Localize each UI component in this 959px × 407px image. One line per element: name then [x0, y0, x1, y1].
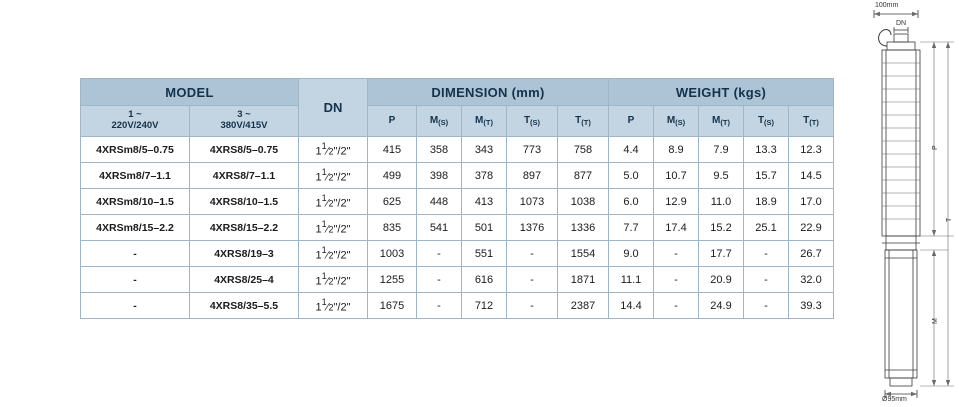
header-model-1phase-line2: 220V/240V — [111, 120, 159, 131]
cell-weight-p: 14.4 — [609, 293, 654, 319]
cell-model-1phase: - — [81, 241, 190, 267]
cell-dim-ts: - — [507, 267, 558, 293]
cell-dim-ms: 541 — [417, 215, 462, 241]
cell-weight-ts: 13.3 — [744, 137, 789, 163]
cell-weight-mt: 11.0 — [699, 189, 744, 215]
cell-dim-ms: 398 — [417, 163, 462, 189]
drawing-label-p: P — [932, 145, 939, 150]
cell-weight-ms: 17.4 — [654, 215, 699, 241]
cell-weight-tt: 14.5 — [789, 163, 834, 189]
table-header-row-top — [81, 79, 834, 106]
cell-dn: $1^1⁄2"/2$" — [299, 293, 368, 319]
header-model-3phase — [190, 106, 299, 137]
cell-dim-p: 499 — [368, 163, 417, 189]
cell-weight-tt: 39.3 — [789, 293, 834, 319]
table-row — [81, 163, 834, 189]
header-model-3phase-line2: 380V/415V — [220, 120, 268, 131]
cell-weight-mt: 17.7 — [699, 241, 744, 267]
cell-dim-ts: 897 — [507, 163, 558, 189]
cell-dim-tt: 758 — [558, 137, 609, 163]
header-dim-tt: $T_{(T)}$ — [558, 106, 609, 137]
table-header-row-sub — [81, 106, 834, 137]
table-row — [81, 241, 834, 267]
cell-weight-mt: 20.9 — [699, 267, 744, 293]
cell-dim-tt: 877 — [558, 163, 609, 189]
cell-dn: $1^1⁄2"/2$" — [299, 215, 368, 241]
cell-weight-ms: - — [654, 267, 699, 293]
cell-weight-ms: 8.9 — [654, 137, 699, 163]
drawing-label-top-width: 100mm — [875, 2, 899, 9]
cell-dim-tt: 2387 — [558, 293, 609, 319]
cell-weight-tt: 12.3 — [789, 137, 834, 163]
cell-weight-mt: 7.9 — [699, 137, 744, 163]
cell-dim-tt: 1038 — [558, 189, 609, 215]
table-body — [81, 137, 834, 319]
cell-dim-p: 415 — [368, 137, 417, 163]
cell-weight-mt: 9.5 — [699, 163, 744, 189]
cell-model-1phase: 4XRSm8/10–1.5 — [81, 189, 190, 215]
cell-dim-p: 1675 — [368, 293, 417, 319]
header-dim-mt: $M_{(T)}$ — [462, 106, 507, 137]
cell-model-3phase: 4XRS8/35–5.5 — [190, 293, 299, 319]
drawing-label-bottom-diameter: Ø95mm — [882, 396, 907, 403]
pump-technical-drawing — [860, 0, 959, 407]
cell-dim-tt: 1554 — [558, 241, 609, 267]
cell-weight-tt: 22.9 — [789, 215, 834, 241]
cell-dim-ms: - — [417, 241, 462, 267]
header-weight-p: P — [609, 106, 654, 137]
cell-dim-mt: 343 — [462, 137, 507, 163]
header-dim-ts: $T_{(S)}$ — [507, 106, 558, 137]
cell-dim-ts: 1376 — [507, 215, 558, 241]
specification-table-container — [80, 78, 834, 319]
cell-weight-ms: - — [654, 293, 699, 319]
cell-weight-tt: 32.0 — [789, 267, 834, 293]
cell-weight-ts: 15.7 — [744, 163, 789, 189]
cell-dim-mt: 378 — [462, 163, 507, 189]
cell-dim-p: 1003 — [368, 241, 417, 267]
cell-dim-p: 625 — [368, 189, 417, 215]
cell-weight-ts: - — [744, 267, 789, 293]
cell-dim-ts: - — [507, 293, 558, 319]
header-weight-ms: $M_{(S)}$ — [654, 106, 699, 137]
cell-dim-ms: - — [417, 267, 462, 293]
cell-weight-ts: - — [744, 293, 789, 319]
drawing-label-m: M — [932, 318, 939, 324]
table-row — [81, 137, 834, 163]
header-model: MODEL — [81, 79, 299, 106]
header-model-1phase — [81, 106, 190, 137]
cell-weight-p: 5.0 — [609, 163, 654, 189]
header-dim-ms: $M_{(S)}$ — [417, 106, 462, 137]
cell-dn: $1^1⁄2"/2$" — [299, 189, 368, 215]
cell-dim-ts: 773 — [507, 137, 558, 163]
cell-dn: $1^1⁄2"/2$" — [299, 163, 368, 189]
cell-weight-mt: 24.9 — [699, 293, 744, 319]
header-weight-tt: $T_{(T)}$ — [789, 106, 834, 137]
cell-dn: $1^1⁄2"/2$" — [299, 241, 368, 267]
cell-model-3phase: 4XRS8/5–0.75 — [190, 137, 299, 163]
cell-dim-mt: 616 — [462, 267, 507, 293]
cell-weight-p: 4.4 — [609, 137, 654, 163]
header-dimension: DIMENSION (mm) — [368, 79, 609, 106]
table-row — [81, 215, 834, 241]
cell-weight-p: 7.7 — [609, 215, 654, 241]
header-model-3phase-line1: 3 ~ — [237, 109, 251, 121]
table-row — [81, 293, 834, 319]
cell-weight-ms: 10.7 — [654, 163, 699, 189]
cell-weight-ms: 12.9 — [654, 189, 699, 215]
cell-dim-p: 835 — [368, 215, 417, 241]
cell-dim-ts: - — [507, 241, 558, 267]
cell-model-3phase: 4XRS8/19–3 — [190, 241, 299, 267]
cell-model-3phase: 4XRS8/25–4 — [190, 267, 299, 293]
cell-weight-ts: 25.1 — [744, 215, 789, 241]
header-dim-p: P — [368, 106, 417, 137]
cell-dim-mt: 712 — [462, 293, 507, 319]
cell-dim-ts: 1073 — [507, 189, 558, 215]
table-row — [81, 189, 834, 215]
cell-model-3phase: 4XRS8/10–1.5 — [190, 189, 299, 215]
cell-dim-tt: 1871 — [558, 267, 609, 293]
header-model-1phase-line1: 1 ~ — [128, 109, 142, 121]
header-weight-ts: $T_{(S)}$ — [744, 106, 789, 137]
cell-dn: $1^1⁄2"/2$" — [299, 267, 368, 293]
cell-dim-mt: 413 — [462, 189, 507, 215]
cell-dim-mt: 501 — [462, 215, 507, 241]
cell-dim-ms: 358 — [417, 137, 462, 163]
specification-table — [80, 78, 834, 319]
cell-dim-p: 1255 — [368, 267, 417, 293]
drawing-label-t: T — [946, 217, 953, 222]
cell-model-3phase: 4XRS8/15–2.2 — [190, 215, 299, 241]
header-weight-mt: $M_{(T)}$ — [699, 106, 744, 137]
cell-weight-tt: 17.0 — [789, 189, 834, 215]
cell-weight-ts: - — [744, 241, 789, 267]
cell-dn: $1^1⁄2"/2$" — [299, 137, 368, 163]
cell-weight-p: 11.1 — [609, 267, 654, 293]
header-dn: DN — [299, 79, 368, 137]
cell-model-1phase: - — [81, 267, 190, 293]
cell-weight-mt: 15.2 — [699, 215, 744, 241]
drawing-label-dn: DN — [896, 20, 907, 27]
header-weight: WEIGHT (kgs) — [609, 79, 834, 106]
cell-dim-tt: 1336 — [558, 215, 609, 241]
cell-weight-ts: 18.9 — [744, 189, 789, 215]
cell-weight-p: 6.0 — [609, 189, 654, 215]
cell-model-1phase: 4XRSm8/15–2.2 — [81, 215, 190, 241]
cell-weight-p: 9.0 — [609, 241, 654, 267]
cell-model-3phase: 4XRS8/7–1.1 — [190, 163, 299, 189]
cell-model-1phase: - — [81, 293, 190, 319]
cell-dim-ms: - — [417, 293, 462, 319]
cell-weight-tt: 26.7 — [789, 241, 834, 267]
cell-model-1phase: 4XRSm8/7–1.1 — [81, 163, 190, 189]
cell-weight-ms: - — [654, 241, 699, 267]
cell-dim-mt: 551 — [462, 241, 507, 267]
cell-model-1phase: 4XRSm8/5–0.75 — [81, 137, 190, 163]
pump-drawing-svg — [860, 0, 959, 407]
cell-dim-ms: 448 — [417, 189, 462, 215]
table-row — [81, 267, 834, 293]
